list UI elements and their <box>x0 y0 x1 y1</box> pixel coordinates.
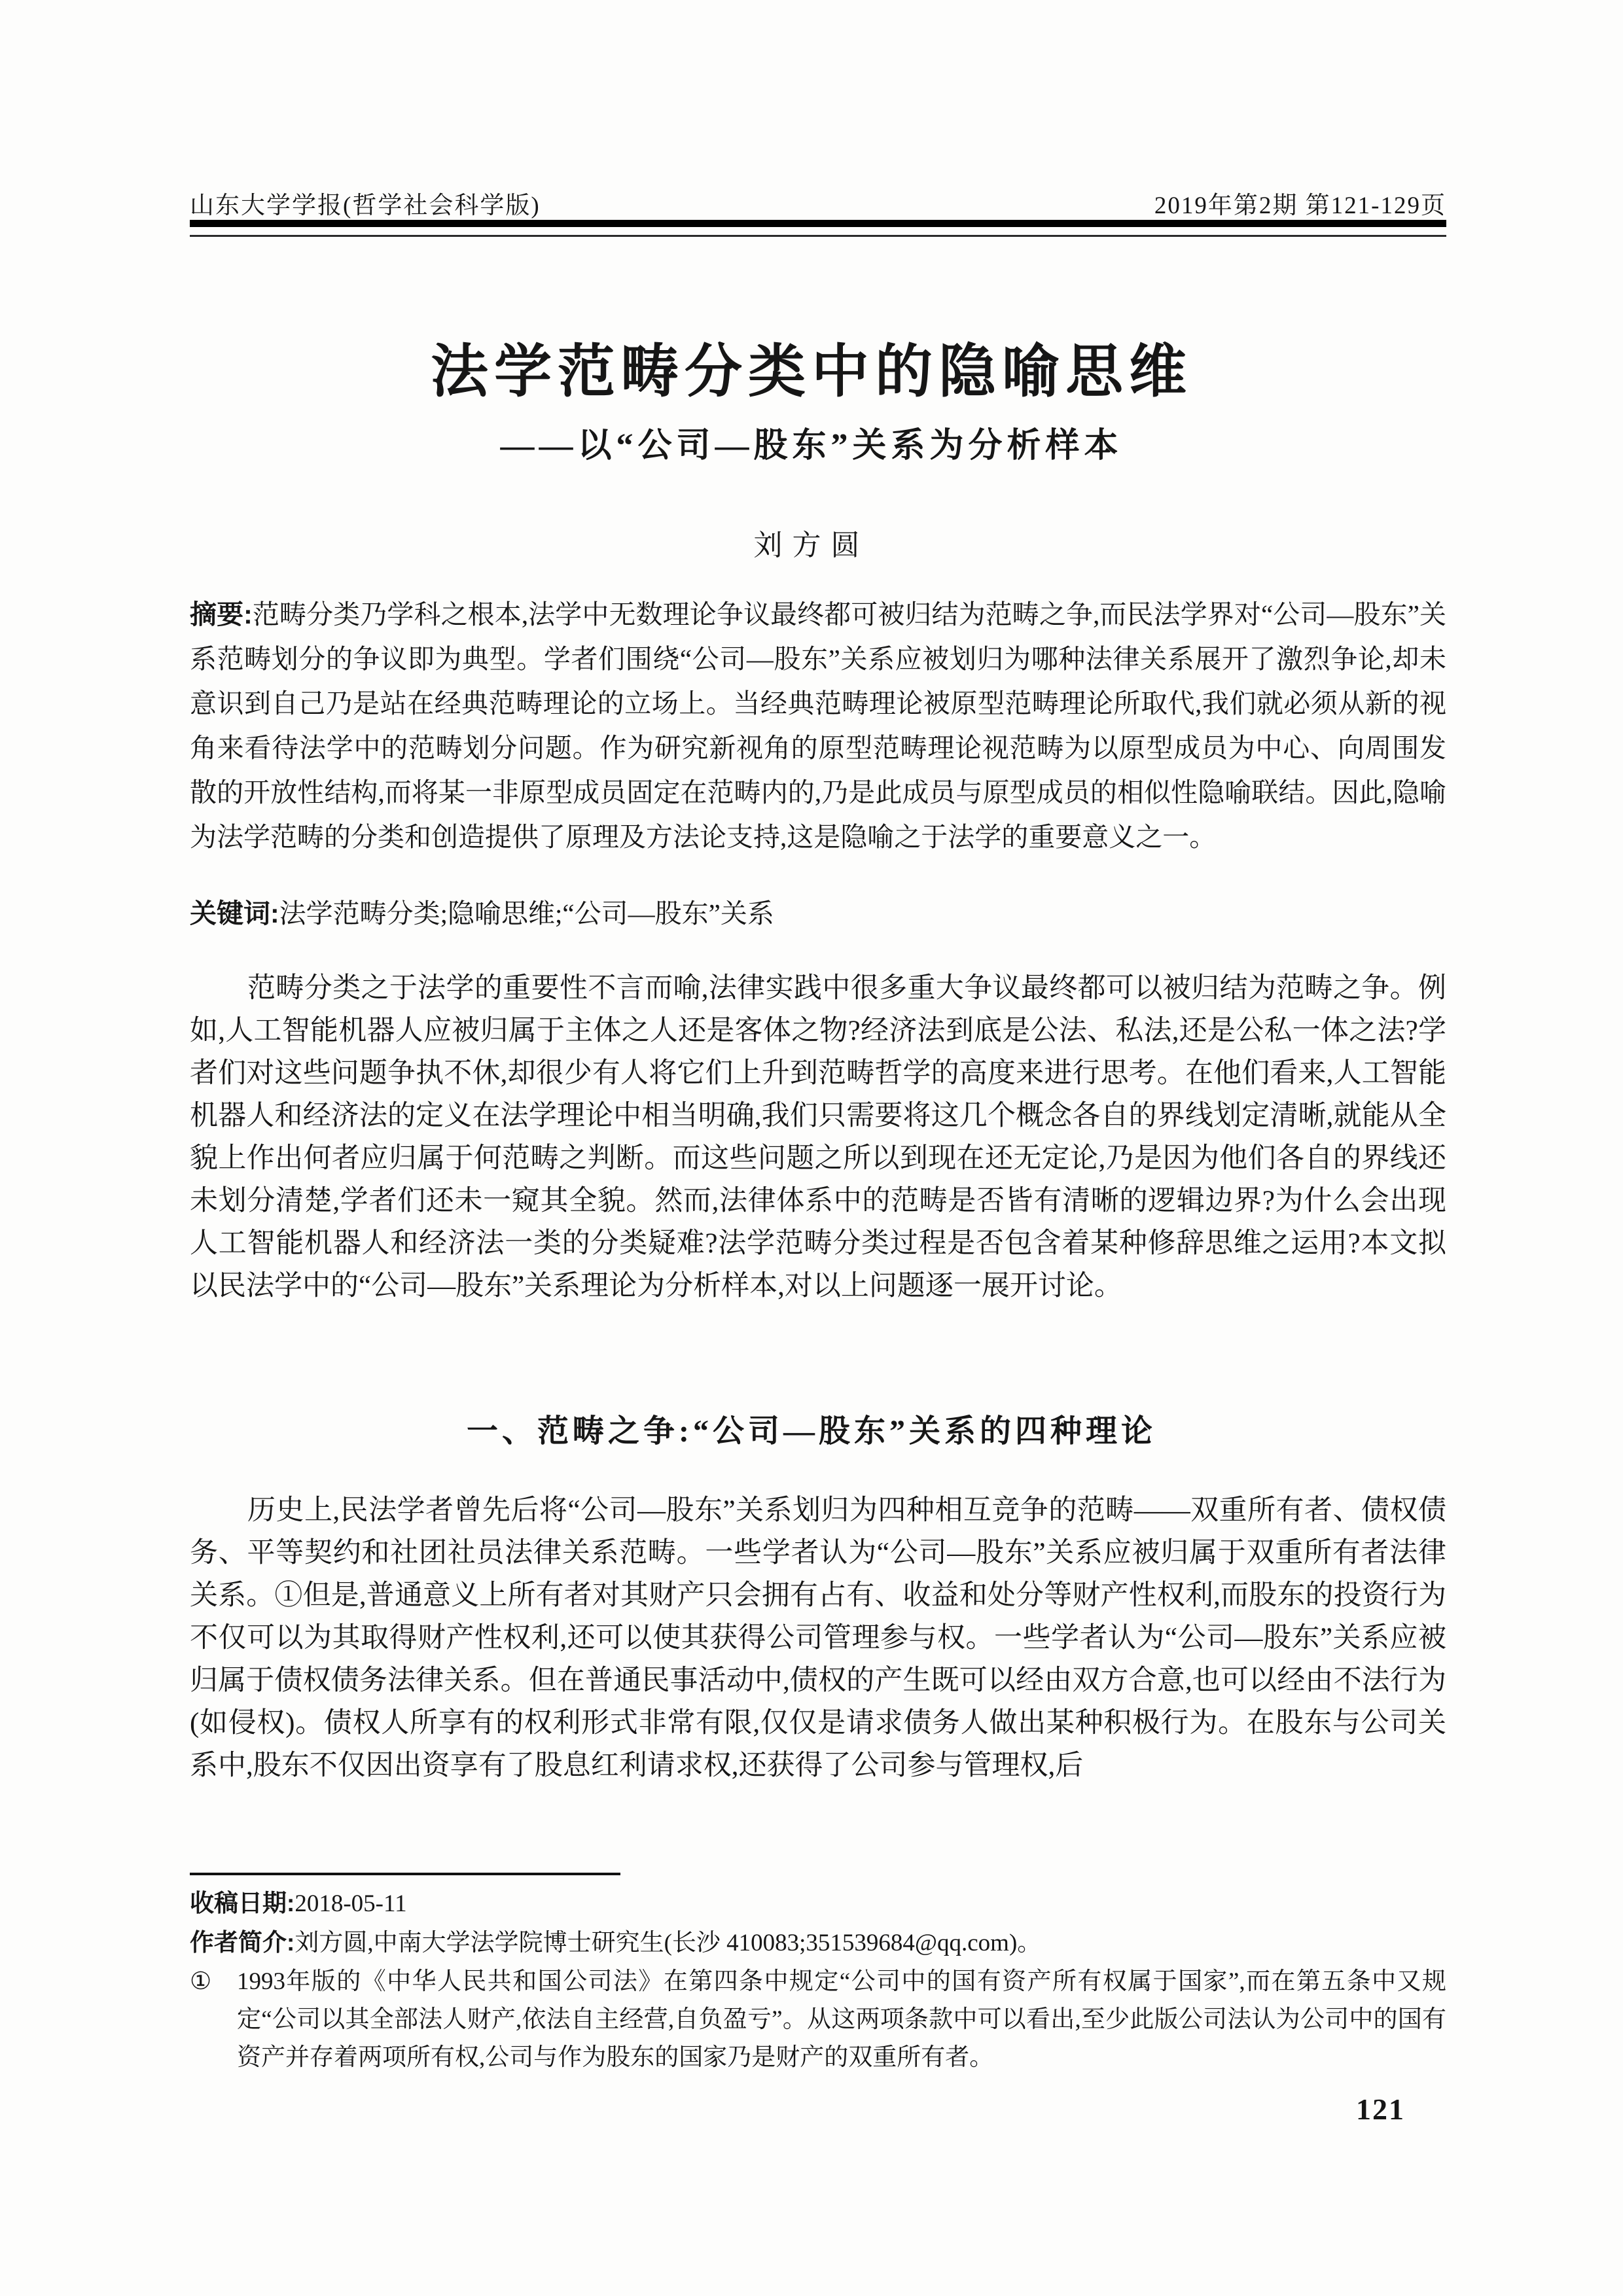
header-rule-thin <box>190 235 1446 237</box>
keywords-line <box>190 891 1446 936</box>
header-rule-thick <box>190 220 1446 227</box>
article-author: 刘方圆 <box>753 529 870 561</box>
abstract-block <box>190 592 1446 859</box>
footnote-1-text: 1993年版的《中华人民共和国公司法》在第四条中规定“公司中的国有资产所有权属于国家”,而在第五条中又规定“公司以其全部法人财产,依法自主经营,自负盈亏”。从这两项条款中可以看出,至少此版公司法认为公司中的国有资产并存着两项所有权,公司与作为股东的国家乃是财产的双重所有者。 <box>237 1968 1446 2071</box>
keywords-text: 法学范畴分类;隐喻思维;“公司—股东”关系 <box>279 898 774 928</box>
author-bio-line <box>190 1924 1446 1962</box>
issue-info: 2019年第2期 第121-129页 <box>1154 192 1446 219</box>
footnote-separator-rule <box>190 1873 620 1875</box>
article-title: 法学范畴分类中的隐喻思维 <box>430 341 1192 404</box>
body-paragraph-1: 范畴分类之于法学的重要性不言而喻,法律实践中很多重大争议最终都可以被归结为范畴之争。例如,人工智能机器人应被归属于主体之人还是客体之物?经济法到底是公法、私法,还是公私一体之法?学者们对这些问题争执不休,却很少有人将它们上升到范畴哲学的高度来进行思考。在他们看来,人工智能机器人和经济法的定义在法学理论中相当明确,我们只需要将这几个概念各自的界线划定清晰,就能从全貌上作出何者应归属于何范畴之判断。而这些问题之所以到现在还无定论,乃是因为他们各自的界线还未划分清楚,学者们还未一窥其全貌。然而,法律体系中的范畴是否皆有清晰的逻辑边界?为什么会出现人工智能机器人和经济法一类的分类疑难?法学范畴分类过程是否包含着某种修辞思维之运用?本文拟以民法学中的“公司—股东”关系理论为分析样本,对以上问题逐一展开讨论。 <box>190 973 1446 1301</box>
abstract-label: 摘要: <box>190 599 253 629</box>
section-1-heading: 一、范畴之争:“公司—股东”关系的四种理论 <box>467 1414 1156 1449</box>
body-paragraph-2: 历史上,民法学者曾先后将“公司—股东”关系划归为四种相互竞争的范畴——双重所有者、债权债务、平等契约和社团社员法律关系范畴。一些学者认为“公司—股东”关系应被归属于双重所有者法律关系。①但是,普通意义上所有者对其财产只会拥有占有、收益和处分等财产性权利,而股东的投资行为不仅可以为其取得财产性权利,还可以使其获得公司管理参与权。一些学者认为“公司—股东”关系应被归属于债权债务法律关系。但在普通民事活动中,债权的产生既可以经由双方合意,也可以经由不法行为(如侵权)。债权人所享有的权利形式非常有限,仅仅是请求债务人做出某种积极行为。在股东与公司关系中,股东不仅因出资享有了股息红利请求权,还获得了公司参与管理权,后 <box>190 1495 1446 1781</box>
journal-name: 山东大学学报(哲学社会科学版) <box>190 192 541 219</box>
keywords-label: 关键词: <box>190 898 279 928</box>
page-number: 121 <box>1356 2093 1405 2126</box>
received-date-label: 收稿日期: <box>190 1890 295 1916</box>
footnote-1-marker: ① <box>190 1968 212 1995</box>
author-bio-text: 刘方圆,中南大学法学院博士研究生(长沙 410083;351539684@qq.com)。 <box>294 1930 1042 1956</box>
running-head <box>190 185 1446 221</box>
abstract-text: 范畴分类乃学科之根本,法学中无数理论争议最终都可被归结为范畴之争,而民法学界对“公司—股东”关系范畴划分的争议即为典型。学者们围绕“公司—股东”关系应被划归为哪种法律关系展开了激烈争论,却未意识到自己乃是站在经典范畴理论的立场上。当经典范畴理论被原型范畴理论所取代,我们就必须从新的视角来看待法学中的范畴划分问题。作为研究新视角的原型范畴理论视范畴为以原型成员为中心、向周围发散的开放性结构,而将某一非原型成员固定在范畴内的,乃是此成员与原型成员的相似性隐喻联结。因此,隐喻为法学范畴的分类和创造提供了原理及方法论支持,这是隐喻之于法学的重要意义之一。 <box>190 599 1447 852</box>
received-date-value: 2018-05-11 <box>294 1890 407 1917</box>
article-subtitle: ——以“公司—股东”关系为分析样本 <box>500 427 1123 465</box>
received-date-line <box>190 1884 1446 1923</box>
footnotes-block <box>190 1884 1446 2077</box>
footnote-1 <box>190 1963 1446 2077</box>
author-bio-label: 作者简介: <box>190 1929 295 1956</box>
